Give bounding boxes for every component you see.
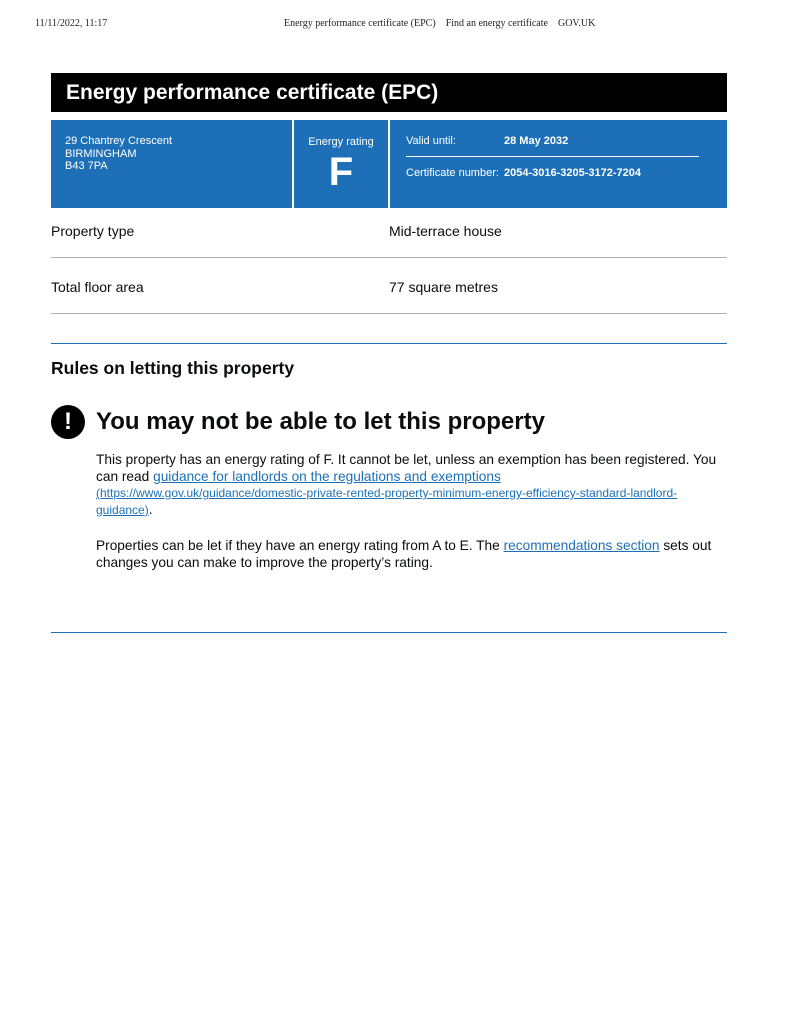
section-divider bbox=[51, 632, 727, 633]
energy-rating-letter: F bbox=[328, 150, 354, 194]
divider bbox=[51, 257, 727, 258]
paragraph-text: This property has an energy rating of F. It cannot be let, unless an exemption has been registered. You can read bbox=[96, 452, 717, 484]
paragraph-text: . bbox=[148, 501, 153, 517]
print-page-title bbox=[284, 18, 605, 29]
energy-rating-label: Energy rating bbox=[308, 136, 374, 148]
landlord-guidance-link[interactable]: guidance for landlords on the regulations and exemptions bbox=[153, 468, 501, 484]
valid-until-label: Valid until: bbox=[406, 135, 456, 147]
print-title-part: GOV.UK bbox=[557, 18, 596, 29]
summary-value: Mid-terrace house bbox=[389, 223, 502, 239]
property-address bbox=[65, 135, 172, 173]
energy-rating-panel bbox=[294, 120, 388, 208]
landlord-guidance-url[interactable]: (https://www.gov.uk/guidance/domestic-private-rented-property-minimum-energy-efficiency-standard-landlord-guidance) bbox=[96, 486, 678, 517]
print-header bbox=[0, 18, 800, 34]
summary-key: Total floor area bbox=[51, 279, 144, 295]
page-title: Energy performance certificate (EPC) bbox=[51, 73, 727, 112]
print-title-part: Find an energy certificate bbox=[445, 18, 548, 29]
print-datetime: 11/11/2022, 11:17 bbox=[35, 18, 108, 29]
summary-key: Property type bbox=[51, 223, 135, 239]
summary-value: 77 square metres bbox=[389, 279, 498, 295]
valid-until-date: 28 May 2032 bbox=[504, 135, 569, 147]
letting-section-heading: Rules on letting this property bbox=[51, 358, 295, 378]
letting-paragraph bbox=[96, 452, 724, 518]
address-line: B43 7PA bbox=[65, 160, 108, 172]
divider bbox=[388, 120, 390, 208]
warning-heading: You may not be able to let this property bbox=[96, 408, 545, 435]
letting-paragraph bbox=[96, 538, 724, 571]
warning-icon: ! bbox=[51, 405, 85, 439]
certificate-number: 2054-3016-3205-3172-7204 bbox=[504, 167, 642, 179]
address-line: BIRMINGHAM bbox=[65, 147, 137, 160]
certificate-number-label: Certificate number: bbox=[406, 167, 499, 179]
paragraph-text: Properties can be let if they have an energy rating from A to E. The bbox=[96, 538, 504, 553]
paragraph-text: sets out changes you can make to improve the property’s rating. bbox=[96, 538, 712, 570]
recommendations-section-link[interactable]: recommendations section bbox=[503, 538, 660, 553]
section-divider bbox=[51, 343, 727, 344]
print-title-part: Energy performance certificate (EPC) bbox=[284, 18, 436, 29]
certificate-summary-box bbox=[51, 120, 727, 208]
address-line: 29 Chantrey Crescent bbox=[65, 135, 172, 147]
divider bbox=[51, 313, 727, 314]
divider bbox=[406, 156, 699, 157]
